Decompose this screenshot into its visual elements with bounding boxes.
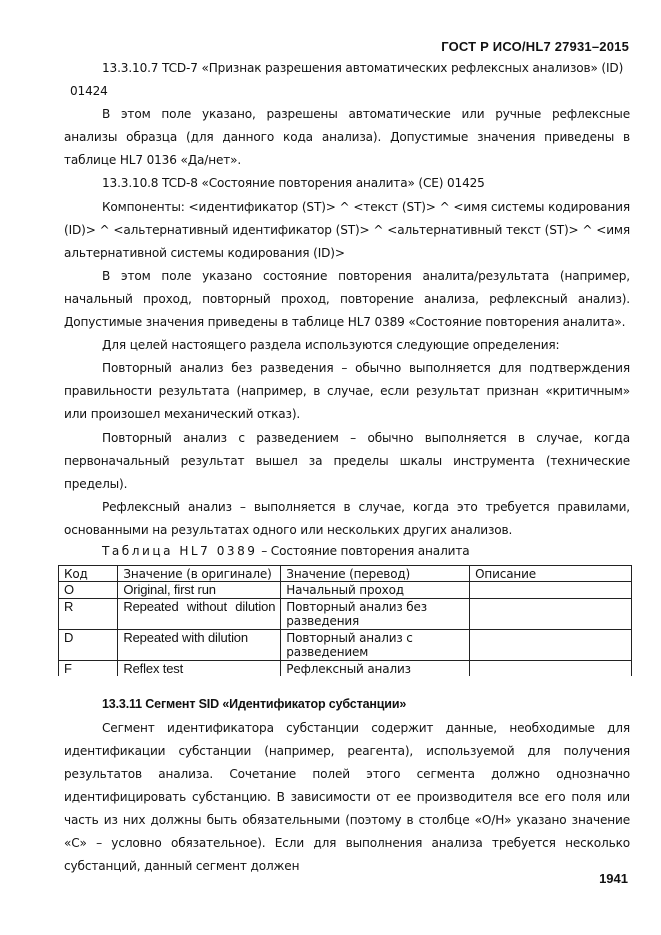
table-caption-label: Таблица HL7 0389 [102,543,258,558]
definition-no-dilution: Повторный анализ без разведения – обычно выполняется для подтверждения правильности результата (например, в случае, если результат признан «критичным» или произошел механический отказ). [64,361,630,422]
table-cell-original: Reflex test [118,660,281,676]
table-cell-translation: Повторный анализ с разведением [281,629,470,660]
definition-reflex: Рефлексный анализ – выполняется в случае, когда это требуется правилами, основанными на результатах одного или нескольких других анализов. [64,499,630,537]
status-table [58,565,632,677]
tcd7-heading [64,57,630,103]
components-paragraph: Компоненты: <идентификатор (ST)> ^ <текст (ST)> ^ <имя системы кодирования (ID)> ^ <альтернативный идентификатор (ST)> ^ <альтернативный текст (ST)> ^ <имя альтернативной системы кодирования (ID)> [64,199,630,260]
table-cell-translation: Рефлексный анализ [281,660,470,676]
table-cell-original: Repeated with dilution [118,629,281,660]
tcd7-heading-line2: 01424 [70,84,108,99]
table-caption-dash: – [261,543,268,558]
table-cell-code: O [59,582,118,599]
table-cell-original: Original, first run [118,582,281,599]
table-row [59,629,632,660]
table-header-cell: Значение (перевод) [281,565,470,582]
table-header-cell: Описание [470,565,632,582]
table-cell-description [470,598,632,629]
section-heading [64,693,630,716]
table-cell-description [470,629,632,660]
spacer [64,676,630,693]
table-cell-translation: Начальный проход [281,582,470,599]
table-row [59,582,632,599]
table-row [59,598,632,629]
table-cell-original: Repeated without dilution [118,598,281,629]
definition-dilution: Повторный анализ с разведением – обычно выполняется в случае, когда первоначальный результат вышел за пределы шкалы инструмента (технические пределы). [64,430,630,491]
tcd8-body-paragraph: В этом поле указано состояние повторения аналита/результата (например, начальный проход, повторный проход, повторение анализа, рефлексный анализ). Допустимые значения приведены в таблице HL7 0389 «Состояние повторения аналита». [64,268,630,330]
definitions-intro: Для целей настоящего раздела используются следующие определения: [102,338,560,353]
table-caption [64,542,630,565]
table-cell-description [470,582,632,599]
table-caption-text: Состояние повторения аналита [270,543,470,558]
tcd8-heading: 13.3.10.8 TCD-8 «Состояние повторения аналита» (CE) 01425 [102,176,485,191]
table-cell-translation: Повторный анализ без разведения [281,598,470,629]
table-cell-code: D [59,629,118,660]
table-header-cell: Код [59,565,118,582]
table-row [59,660,632,676]
table-cell-code: R [59,598,118,629]
sid-body-paragraph: Сегмент идентификатора субстанции содержит данные, необходимые для идентификации субстанции (например, реагента), используемой для получения результатов анализа. Сочетание полей этого сегмента должно однозначно идентифицировать субстанцию. В зависимости от ее производителя все его поля или часть из них должны быть обязательными (поэтому в столбце «О/Н» указано значение «С» – условно обязательное). Если для выполнения анализа требуется несколько субстанций, данный сегмент должен [64,720,630,874]
page-number: 1941 [599,871,628,886]
document-header-id: ГОСТ Р ИСО/HL7 27931–2015 [441,39,629,54]
tcd7-heading-line1: 13.3.10.7 TCD-7 «Признак разрешения автоматических рефлексных анализов» (ID) [102,61,624,75]
table-cell-description [470,660,632,676]
section-title: 13.3.11 Сегмент SID «Идентификатор субстанции» [102,697,407,712]
tcd7-body-paragraph: В этом поле указано, разрешены автоматические или ручные рефлексные анализы образца (для данного кода анализа). Допустимые значения приведены в таблице HL7 0136 «Да/нет». [64,107,630,168]
table-header-cell: Значение (в оригинале) [118,565,281,582]
page-body [64,57,630,878]
table-cell-code: F [59,660,118,676]
table-header-row [59,565,632,582]
